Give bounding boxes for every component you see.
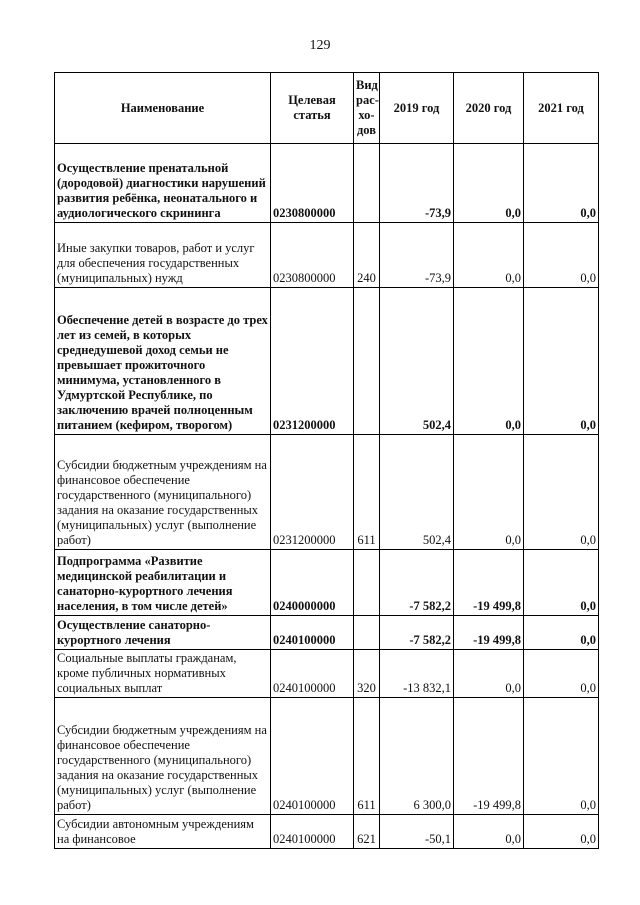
row-expense-type: 240 (354, 223, 380, 288)
header-2021: 2021 год (524, 73, 599, 144)
row-code: 0240000000 (271, 550, 354, 616)
row-2020: 0,0 (454, 144, 524, 223)
row-expense-type: 320 (354, 650, 380, 698)
row-2019: -13 832,1 (380, 650, 454, 698)
row-expense-type (354, 616, 380, 650)
row-code: 0230800000 (271, 144, 354, 223)
row-code: 0240100000 (271, 815, 354, 849)
row-name: Социальные выплаты гражданам, кроме публичных нормативных социальных выплат (55, 650, 271, 698)
row-2020: -19 499,8 (454, 550, 524, 616)
row-2019: 6 300,0 (380, 698, 454, 815)
table-header-row (55, 73, 599, 144)
row-2020: 0,0 (454, 223, 524, 288)
header-2020: 2020 год (454, 73, 524, 144)
row-2020: -19 499,8 (454, 698, 524, 815)
row-2019: -7 582,2 (380, 616, 454, 650)
row-2019: -50,1 (380, 815, 454, 849)
table-row (55, 144, 599, 223)
row-2021: 0,0 (524, 288, 599, 435)
row-code: 0240100000 (271, 650, 354, 698)
row-expense-type: 611 (354, 435, 380, 550)
row-2019: -73,9 (380, 144, 454, 223)
row-2021: 0,0 (524, 650, 599, 698)
table-row (55, 650, 599, 698)
row-name: Подпрограмма «Развитие медицинской реабилитации и санаторно-курортного лечения населения, в том числе детей» (55, 550, 271, 616)
page-number: 129 (309, 38, 331, 53)
row-2019: -73,9 (380, 223, 454, 288)
row-name: Осуществление пренатальной (дородовой) диагностики нарушений развития ребёнка, неонатального и аудиологического скрининга (55, 144, 271, 223)
row-code: 0240100000 (271, 616, 354, 650)
row-expense-type (354, 288, 380, 435)
table-row (55, 223, 599, 288)
row-name: Обеспечение детей в возрасте до трех лет из семей, в которых среднедушевой доход семьи не превышает прожиточного минимума, установленного в Удмуртской Республике, по заключению врачей полноценным питанием (кефиром, творогом) (55, 288, 271, 435)
row-expense-type: 611 (354, 698, 380, 815)
row-code: 0230800000 (271, 223, 354, 288)
row-name: Субсидии бюджетным учреждениям на финансовое обеспечение государственного (муниципального) задания на оказание государственных (муниципальных) услуг (выполнение работ) (55, 698, 271, 815)
row-code: 0231200000 (271, 435, 354, 550)
header-code: Целевая статья (271, 73, 354, 144)
row-2021: 0,0 (524, 144, 599, 223)
row-2020: 0,0 (454, 435, 524, 550)
header-name: Наименование (55, 73, 271, 144)
budget-table (54, 72, 599, 849)
table-row (55, 815, 599, 849)
row-2019: -7 582,2 (380, 550, 454, 616)
row-name: Осуществление санаторно-курортного лечения (55, 616, 271, 650)
row-expense-type: 621 (354, 815, 380, 849)
table-row (55, 550, 599, 616)
row-2021: 0,0 (524, 698, 599, 815)
row-expense-type (354, 144, 380, 223)
table-row (55, 435, 599, 550)
row-name: Субсидии автономным учреждениям на финансовое (55, 815, 271, 849)
row-2020: 0,0 (454, 650, 524, 698)
row-name: Субсидии бюджетным учреждениям на финансовое обеспечение государственного (муниципального) задания на оказание государственных (муниципальных) услуг (выполнение работ) (55, 435, 271, 550)
row-code: 0240100000 (271, 698, 354, 815)
row-2021: 0,0 (524, 550, 599, 616)
header-expense-type: Вид рас-хо-дов (354, 73, 380, 144)
table-row (55, 698, 599, 815)
table-row (55, 288, 599, 435)
row-2021: 0,0 (524, 815, 599, 849)
row-2019: 502,4 (380, 435, 454, 550)
row-2020: -19 499,8 (454, 616, 524, 650)
table-row (55, 616, 599, 650)
row-2021: 0,0 (524, 616, 599, 650)
row-expense-type (354, 550, 380, 616)
row-2021: 0,0 (524, 223, 599, 288)
row-2020: 0,0 (454, 815, 524, 849)
row-2021: 0,0 (524, 435, 599, 550)
row-code: 0231200000 (271, 288, 354, 435)
row-2019: 502,4 (380, 288, 454, 435)
row-2020: 0,0 (454, 288, 524, 435)
header-2019: 2019 год (380, 73, 454, 144)
row-name: Иные закупки товаров, работ и услуг для обеспечения государственных (муниципальных) нужд (55, 223, 271, 288)
